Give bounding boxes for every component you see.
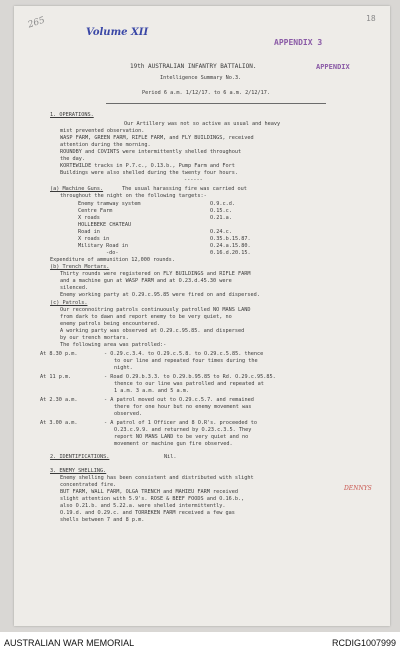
corner-number: 265: [26, 15, 47, 31]
patrol-text: night.: [114, 365, 133, 371]
patrol-text: - Road O.29.b.3.3. to O.29.b.95.85 to Rd. O.29.c.95.85.: [104, 374, 276, 380]
page-number: 18: [366, 14, 376, 23]
target-name: Road in: [78, 229, 100, 235]
volume-annotation: Volume XII: [86, 27, 149, 38]
operations-heading: 1. OPERATIONS.: [50, 112, 94, 118]
target-ref: O.24.a.15.80.: [210, 243, 251, 249]
text-line: concentrated fire.: [60, 482, 117, 488]
trench-mortars-label: (b) Trench Mortars.: [50, 264, 110, 270]
text-line: Buildings were also shelled during the twenty four hours.: [60, 170, 239, 176]
text-line: mist prevented observation.: [60, 128, 145, 134]
patrol-text: - A patrol moved out to O.29.c.5.7. and remained: [104, 397, 254, 403]
patrol-text: to our line and repeated four times during the: [114, 358, 258, 364]
patrol-text: O.23.c.9.9. and returned by O.23.c.3.5. They: [114, 427, 252, 433]
text-line: KORTEWILDE tracks in P.7.c., O.13.b., Pump Farm and Fort: [60, 163, 235, 169]
appendix-pencil: APPENDIX: [316, 63, 350, 71]
patrol-time: At 3.00 a.m.: [40, 420, 78, 426]
target-name: X roads in: [78, 236, 110, 242]
patrol-text: movement or machine gun fire observed.: [114, 441, 233, 447]
archive-id: RCDIG1007999: [331, 638, 396, 648]
patrol-text: thence to our line was patrolled and repeated at: [114, 381, 264, 387]
text-line: BUT FARM, WALL FARM, OLGA TRENCH and MAHIEU FARM received: [60, 489, 239, 495]
target-name: Military Road in: [78, 243, 128, 249]
text-line: enemy patrols being encountered.: [60, 321, 160, 327]
unit-heading: 19th AUSTRALIAN INFANTRY BATTALION.: [130, 63, 257, 70]
text-line: slight attention with 5.9's. ROSE & BEEF FOODS and O.16.b.,: [60, 496, 245, 502]
separator: ------: [184, 177, 203, 183]
margin-note: DENNYS: [344, 485, 372, 492]
identifications-value: Nil.: [164, 454, 177, 460]
document-page: [14, 6, 390, 626]
text-line: ROUNDBY and COVINTS were intermittently shelled throughout: [60, 149, 242, 155]
text-line: Enemy shelling has been consistent and distributed with slight: [60, 475, 254, 481]
patrol-text: there for one hour but no enemy movement was: [114, 404, 252, 410]
expenditure-line: Expenditure of ammunition 12,000 rounds.: [50, 257, 175, 263]
text-line: silenced.: [60, 285, 89, 291]
text-line: Our Artillery was not so active as usual and heavy: [124, 121, 281, 127]
text-line: from dark to dawn and report enemy to be very quiet, no: [60, 314, 232, 320]
text-line: Thirty rounds were registered on FLY BUILDINGS and RIFLE FARM: [60, 271, 251, 277]
patrol-text: observed.: [114, 411, 143, 417]
text-line: shells between 7 and 8 p.m.: [60, 517, 145, 523]
text-line: Enemy working party at O.29.c.95.85 were fired on and dispersed.: [60, 292, 260, 298]
target-name: HOLLEBEKE CHATEAU: [78, 222, 132, 228]
summary-title: Intelligence Summary No.3.: [160, 75, 242, 81]
patrol-text: - A patrol of 1 Officer and 8 O.R's. proceeded to: [104, 420, 258, 426]
target-ref: 0.16.d.20.15.: [210, 250, 251, 256]
text-line: the day.: [60, 156, 85, 162]
machine-guns-label: (a) Machine Guns.: [50, 186, 104, 192]
text-line: also O.21.b. and 5.22.a. were shelled intermittently.: [60, 503, 226, 509]
period-line: Period 6 a.m. 1/12/17. to 6 a.m. 2/12/17.: [142, 90, 271, 96]
text-line: WASP FARM, GREEN FARM, RIFLE FARM, and FLY BUILDINGS, received: [60, 135, 254, 141]
target-name: Centre Farm: [78, 208, 113, 214]
text-line: O.19.d. and O.29.c. and TORREKEN FARM received a few gas: [60, 510, 235, 516]
text-line: Our reconnoitring patrols continuously patrolled NO MANS LAND: [60, 307, 251, 313]
header-rule: [106, 103, 326, 104]
target-ref: O.9.c.d.: [210, 201, 235, 207]
target-ref: O.21.a.: [210, 215, 232, 221]
patrol-text: 1 a.m. 3 a.m. and 5 a.m.: [114, 388, 189, 394]
text-line: by our trench mortars.: [60, 335, 129, 341]
text-line: A working party was observed at O.29.c.95.85. and dispersed: [60, 328, 245, 334]
text-line: The following area was patrolled:-: [60, 342, 167, 348]
patrol-text: report NO MANS LAND to be very quiet and no: [114, 434, 249, 440]
archive-footer: [0, 632, 400, 654]
text-line: throughout the night on the following targets:-: [60, 193, 207, 199]
patrol-time: At 2.30 a.m.: [40, 397, 78, 403]
target-name: -do-: [106, 250, 119, 256]
target-name: Enemy tramway system: [78, 201, 141, 207]
text-line: The usual harassing fire was carried out: [122, 186, 247, 192]
identifications-heading: 2. IDENTIFICATIONS.: [50, 454, 110, 460]
patrol-time: At 11 p.m.: [40, 374, 72, 380]
target-ref: O.35.b.15.87.: [210, 236, 251, 242]
archive-name: AUSTRALIAN WAR MEMORIAL: [4, 638, 135, 648]
text-line: attention during the morning.: [60, 142, 151, 148]
target-ref: O.24.c.: [210, 229, 232, 235]
enemy-shelling-heading: 3. ENEMY SHELLING.: [50, 468, 107, 474]
patrols-label: (c) Patrols.: [50, 300, 88, 306]
appendix-stamp: APPENDIX 3: [274, 38, 323, 47]
target-ref: O.15.c.: [210, 208, 232, 214]
patrol-time: At 8.30 p.m.: [40, 351, 78, 357]
patrol-text: - O.29.c.3.4. to O.29.c.5.8. to O.29.c.5.85. thence: [104, 351, 264, 357]
text-line: and a machine gun at WASP FARM and at O.23.d.45.30 were: [60, 278, 232, 284]
target-name: X roads: [78, 215, 100, 221]
